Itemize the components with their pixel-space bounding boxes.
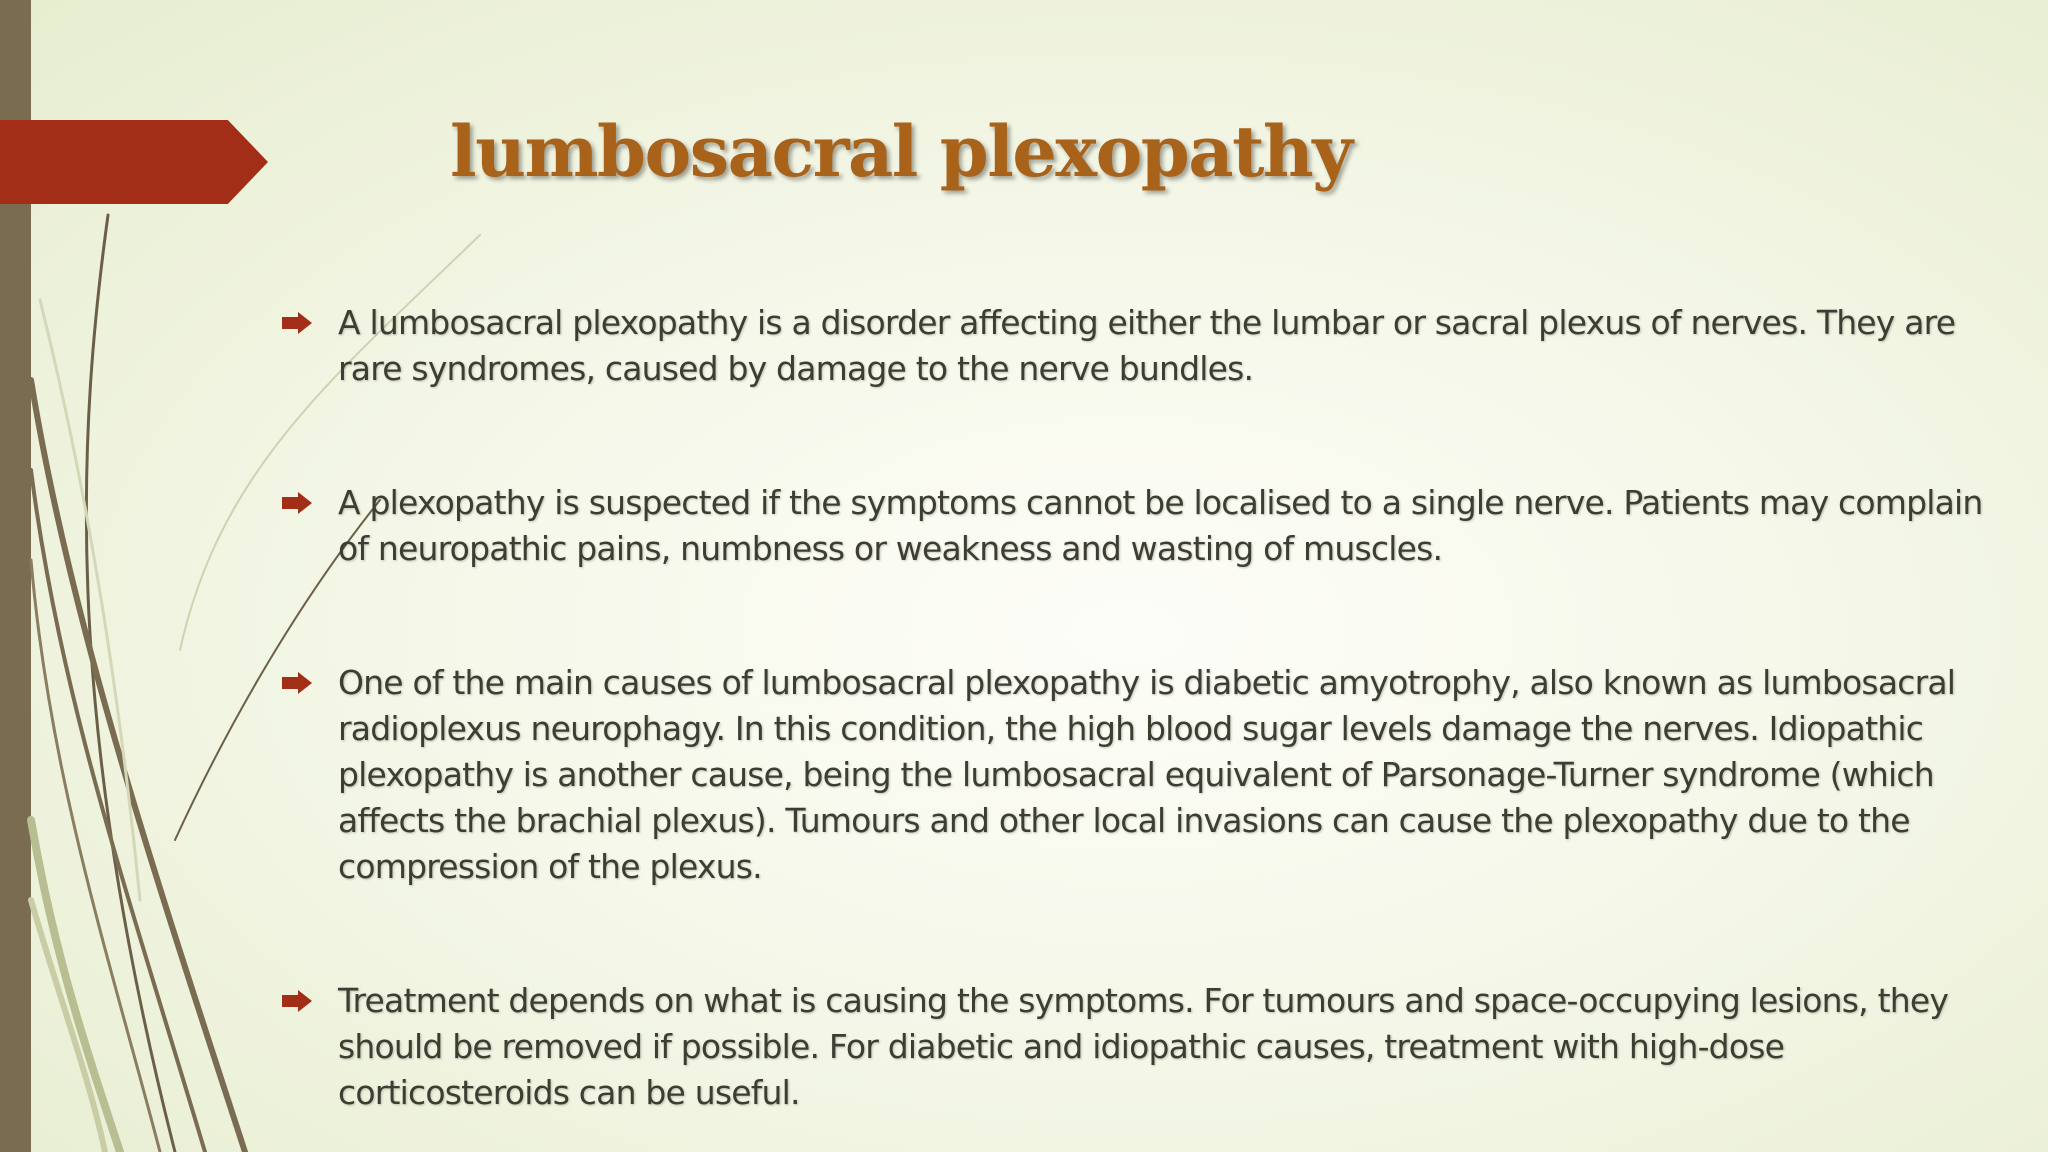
- slide-title: lumbosacral plexopathy: [450, 110, 1352, 193]
- arrow-bullet-icon: [282, 990, 312, 1012]
- bullet-item: [280, 480, 2020, 572]
- bullet-item: [280, 300, 2020, 392]
- bullet-list: [280, 300, 2020, 1116]
- bullet-item: [280, 660, 2020, 890]
- bullet-text: A lumbosacral plexopathy is a disorder affecting either the lumbar or sacral plexus of nerves. They are rare syndromes, caused by damage to the nerve bundles.: [338, 303, 1956, 388]
- bullet-item: [280, 978, 2020, 1116]
- bullet-text: One of the main causes of lumbosacral plexopathy is diabetic amyotrophy, also known as lumbosacral radioplexus neurophagy. In this condition, the high blood sugar levels damage the nerves. Idiopathic plexopathy is another cause, being the lumbosacral equivalent of Parsonage-Turner syndrome (which affects the brachial plexus). Tumours and other local invasions can cause the plexopathy due to the compression of the plexus.: [338, 663, 1956, 886]
- bullet-text: Treatment depends on what is causing the symptoms. For tumours and space-occupying lesions, they should be removed if possible. For diabetic and idiopathic causes, treatment with high-dose corticosteroids can be useful.: [338, 981, 1949, 1112]
- arrow-bullet-icon: [282, 492, 312, 514]
- arrow-bullet-icon: [282, 672, 312, 694]
- arrow-bullet-icon: [282, 312, 312, 334]
- title-arrow-accent: [0, 120, 268, 204]
- bullet-text: A plexopathy is suspected if the symptoms cannot be localised to a single nerve. Patients may complain of neuropathic pains, numbness or weakness and wasting of muscles.: [338, 483, 1983, 568]
